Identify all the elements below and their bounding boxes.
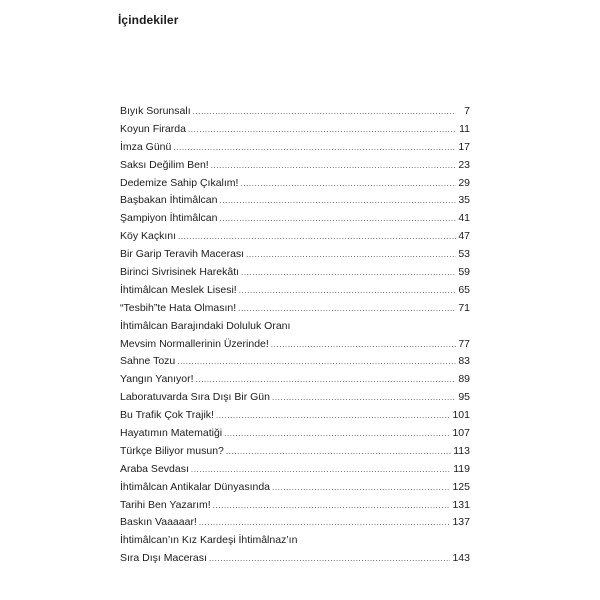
dot-leader	[173, 139, 456, 157]
toc-entry-page: 7	[464, 105, 470, 117]
toc-entry-page: 83	[458, 355, 470, 368]
toc-entry-page: 47	[458, 230, 470, 243]
toc-entry-page: 53	[458, 248, 470, 261]
dot-leader	[246, 246, 456, 264]
dot-leader	[216, 407, 451, 425]
toc-entry-page: 101	[452, 409, 470, 422]
dot-leader	[199, 514, 451, 532]
toc-entry[interactable]	[120, 532, 470, 568]
toc-entry[interactable]	[120, 479, 470, 497]
toc-entry-page: 89	[458, 373, 470, 386]
dot-leader	[239, 282, 456, 300]
page-title: İçindekiler	[118, 13, 179, 27]
toc-entry[interactable]	[120, 497, 470, 515]
toc-entry-page: 11	[459, 122, 470, 135]
toc-entry-title: Bir Garip Teravih Macerası	[120, 248, 245, 261]
dot-leader	[191, 461, 451, 479]
toc-entry[interactable]	[120, 353, 470, 371]
toc-entry[interactable]	[120, 228, 470, 246]
toc-entry-title: Bıyık Sorunsalı	[120, 105, 191, 117]
toc-entry[interactable]	[120, 318, 470, 354]
dot-leader	[224, 425, 450, 443]
toc-entry-title: Köy Kaçkını	[120, 230, 177, 243]
toc-entry-page: 41	[458, 212, 470, 225]
toc-entry[interactable]	[120, 192, 470, 210]
dot-leader	[271, 336, 456, 354]
dot-leader	[238, 300, 456, 318]
toc-entry[interactable]	[120, 407, 470, 425]
dot-leader	[219, 210, 456, 228]
toc-entry-page: 17	[458, 140, 470, 153]
toc-entry-page: 71	[458, 301, 470, 314]
toc-entry[interactable]	[120, 264, 470, 282]
toc-entry-title: Saksı Değilim Ben!	[120, 158, 209, 171]
toc-entry-title-line-1: İhtimâlcan’ın Kız Kardeşi İhtimâlnaz’ın	[120, 534, 298, 547]
dot-leader	[226, 443, 451, 461]
toc-entry[interactable]	[120, 514, 470, 532]
dot-leader	[241, 264, 456, 282]
toc-entry-title: Tarihi Ben Yazarım!	[120, 498, 211, 511]
toc-entry-page: 107	[452, 427, 470, 440]
toc-entry-title-line-2: Sıra Dışı Macerası	[120, 552, 207, 565]
toc-entry-title: “Tesbih”te Hata Olmasın!	[120, 301, 237, 314]
toc-entry-page: 131	[452, 498, 470, 511]
toc-entry-page: 113	[453, 444, 470, 457]
toc-entry[interactable]	[120, 443, 470, 461]
dot-leader	[193, 103, 456, 121]
toc-entry-title-line-1: İhtimâlcan Barajındaki Doluluk Oranı	[120, 319, 291, 332]
toc-entry-title: Dedemize Sahip Çıkalım!	[120, 176, 239, 189]
dot-leader	[272, 479, 450, 497]
toc-entry-page: 125	[452, 480, 470, 493]
toc-entry[interactable]	[120, 210, 470, 228]
dot-leader	[272, 389, 456, 407]
toc-entry[interactable]	[120, 139, 470, 157]
toc-entry[interactable]	[120, 389, 470, 407]
toc-entry-page: 137	[452, 516, 470, 529]
toc-entry-page: 35	[458, 194, 470, 207]
dot-leader	[240, 175, 456, 193]
toc-entry-title: Hayatımın Matematiği	[120, 427, 223, 440]
toc-entry-page: 95	[458, 391, 470, 404]
dot-leader	[209, 550, 451, 568]
toc-entry-title: Türkçe Biliyor musun?	[120, 444, 224, 457]
toc-entry-title: İhtimâlcan Meslek Lisesi!	[120, 283, 237, 296]
toc-entry-title: Yangın Yanıyor!	[120, 373, 194, 386]
toc-entry[interactable]	[120, 282, 470, 300]
toc-entry[interactable]	[120, 246, 470, 264]
dot-leader	[196, 371, 456, 389]
toc-entry-title: Sahne Tozu	[120, 355, 176, 368]
toc-entry-title: Koyun Firarda	[120, 122, 186, 135]
dot-leader	[219, 192, 456, 210]
toc-entry-page: 59	[458, 266, 470, 279]
toc-entry-title: Araba Sevdası	[120, 462, 189, 475]
toc-entry[interactable]	[120, 300, 470, 318]
toc-entry-page: 143	[452, 552, 470, 565]
toc-entry-page: 23	[458, 158, 470, 171]
toc-entry-title: Bu Trafik Çok Trajik!	[120, 409, 214, 422]
toc-entry[interactable]	[120, 175, 470, 193]
toc-entry-title-line-2: Mevsim Normallerinin Üzerinde!	[120, 337, 269, 350]
toc-entry-title: Başbakan İhtimâlcan	[120, 194, 218, 207]
toc-entry-page: 29	[458, 176, 470, 189]
toc-entry-title: İmza Günü	[120, 140, 172, 153]
toc-entry-title: Baskın Vaaaaar!	[120, 516, 197, 529]
toc-entry[interactable]	[120, 371, 470, 389]
toc-entry[interactable]	[120, 121, 470, 139]
dot-leader	[177, 353, 456, 371]
toc-entry-title: Şampiyon İhtimâlcan	[120, 212, 218, 225]
toc-entry[interactable]	[120, 103, 470, 121]
toc-entry[interactable]	[120, 425, 470, 443]
toc-entry[interactable]	[120, 157, 470, 175]
dot-leader	[178, 228, 456, 246]
dot-leader	[213, 497, 451, 515]
dot-leader	[211, 157, 456, 175]
toc-entry-title: İhtimâlcan Antikalar Dünyasında	[120, 480, 270, 493]
toc-entry-title: Birinci Sivrisinek Harekâtı	[120, 266, 240, 279]
toc-entry-page: 65	[458, 283, 470, 296]
toc-entry-title: Laboratuvarda Sıra Dışı Bir Gün	[120, 391, 270, 404]
toc-entry[interactable]	[120, 461, 470, 479]
dot-leader	[188, 121, 456, 139]
toc-entry-page: 119	[453, 462, 470, 475]
table-of-contents	[120, 103, 470, 568]
toc-entry-page: 77	[458, 337, 470, 350]
